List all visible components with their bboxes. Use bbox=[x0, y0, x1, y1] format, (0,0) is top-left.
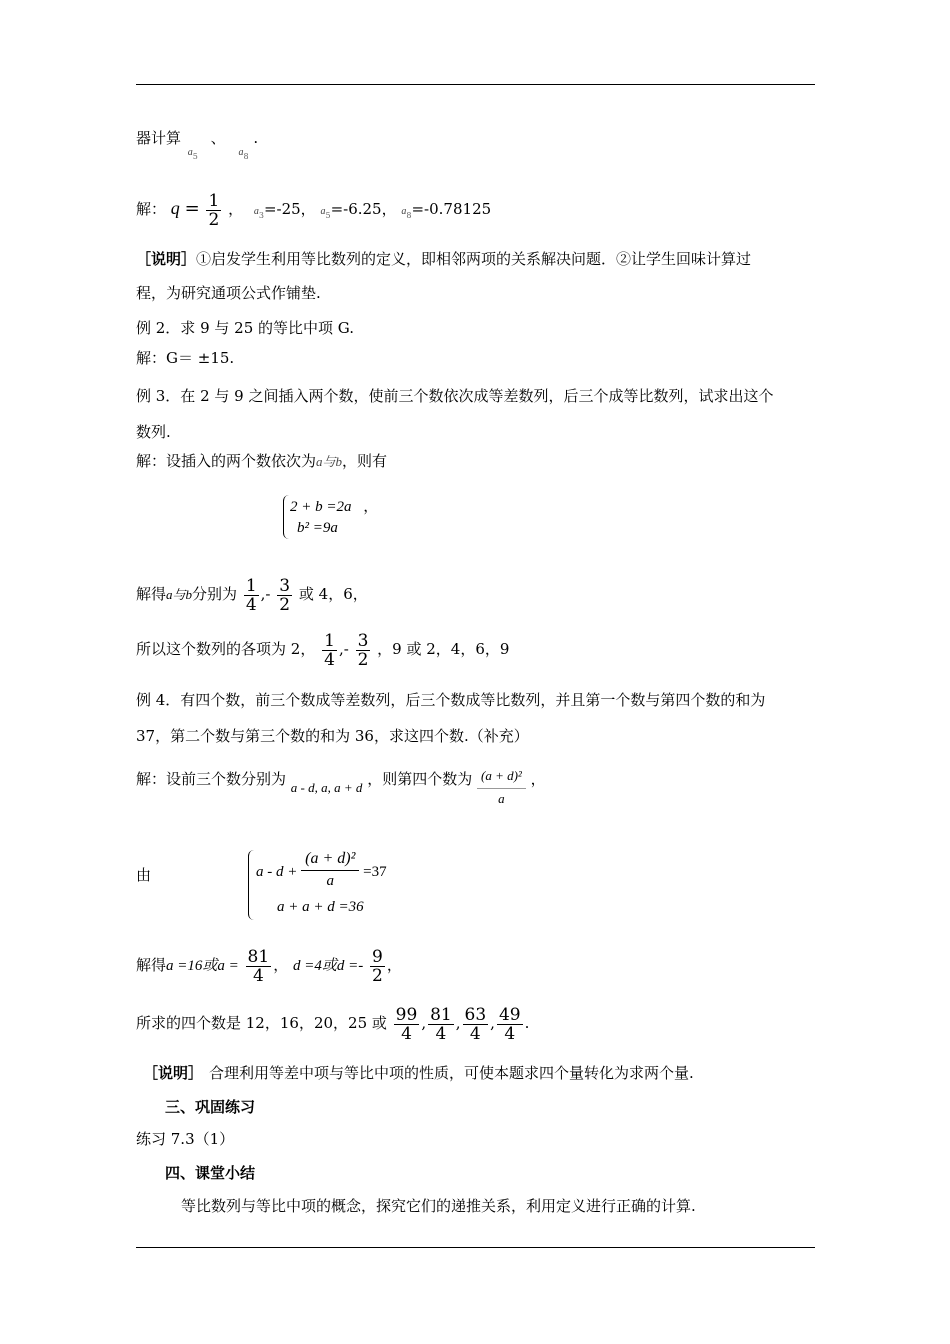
system-2-eq-2: a + a + d =36 bbox=[277, 899, 364, 915]
sequence-fraction-2-den: 2 bbox=[357, 649, 369, 670]
a3-subscript: 3 bbox=[258, 211, 264, 220]
system-brace-2 bbox=[248, 850, 255, 920]
system-comma: ， bbox=[363, 499, 379, 515]
result-mid: 分别为 bbox=[192, 585, 238, 603]
example-4 bbox=[136, 682, 765, 754]
result-fraction-2-den: 2 bbox=[279, 594, 291, 615]
sequence-fraction-2 bbox=[356, 632, 371, 669]
res-mid: ， bbox=[273, 956, 289, 974]
intro-vars: a与b bbox=[316, 454, 343, 469]
result-prefix: 解得 bbox=[136, 585, 167, 603]
a8-subscript: 8 bbox=[243, 152, 249, 161]
example-2-answer: 解：G＝ ±15. bbox=[136, 349, 235, 367]
setup-mid: ，则第四个数为 bbox=[367, 770, 473, 788]
section-3-item: 练习 7.3（1） bbox=[136, 1130, 235, 1148]
sequence-fraction-2-num: 3 bbox=[357, 630, 369, 651]
result-fraction-2-num: 3 bbox=[279, 575, 291, 596]
section-4-title: 四、课堂小结 bbox=[165, 1164, 256, 1182]
sequence-sign: ,- bbox=[338, 640, 349, 658]
res-a: a =16或a = bbox=[166, 958, 239, 974]
result-fraction-1-den: 4 bbox=[245, 594, 257, 615]
example-3-sequence bbox=[136, 627, 509, 671]
separator: 、 bbox=[210, 129, 226, 147]
example-2-question: 例 2．求 9 与 25 的等比中项 G. bbox=[136, 319, 354, 337]
period: . bbox=[253, 129, 259, 147]
final-fraction-den: 4 bbox=[469, 1023, 481, 1044]
final-fraction-num: 99 bbox=[395, 1004, 418, 1025]
solution-prefix: 解： bbox=[136, 200, 167, 218]
system-brace bbox=[283, 495, 290, 539]
res-d-fraction bbox=[370, 948, 385, 985]
a3-value: =-25， bbox=[263, 200, 316, 218]
note-line-2: 程，为研究通项公式作铺垫. bbox=[136, 284, 321, 302]
a8-symbol: a bbox=[401, 206, 407, 217]
sequence-fraction-1 bbox=[322, 632, 337, 669]
a5-subscript: 5 bbox=[192, 152, 198, 161]
setup-end: ， bbox=[530, 770, 546, 788]
res-a-num: 81 bbox=[247, 946, 270, 967]
eq-1-right: =37 bbox=[363, 864, 387, 880]
solution-1 bbox=[136, 186, 491, 238]
equals: = bbox=[184, 198, 200, 219]
system-eq-2: b² =9a bbox=[297, 520, 338, 536]
note-1 bbox=[136, 242, 751, 310]
setup-prefix: 解：设前三个数分别为 bbox=[136, 770, 287, 788]
a8-subscript: 8 bbox=[406, 211, 412, 220]
res-prefix: 解得 bbox=[136, 956, 167, 974]
final-fraction-den: 4 bbox=[504, 1023, 516, 1044]
by-label: 由 bbox=[136, 866, 152, 884]
a8-value: =-0.78125 bbox=[411, 200, 492, 218]
section-3-title: 三、巩固练习 bbox=[165, 1098, 256, 1116]
example-4-result bbox=[136, 943, 402, 988]
fourth-numerator: (a + d)² bbox=[477, 766, 526, 789]
sequence-prefix: 所以这个数列的各项为 2， bbox=[136, 640, 316, 658]
q-numerator: 1 bbox=[208, 190, 220, 211]
example-4-setup bbox=[136, 768, 546, 811]
fourth-denominator: a bbox=[498, 791, 505, 806]
result-fraction-2 bbox=[277, 577, 292, 614]
result-sign: ,- bbox=[260, 585, 271, 603]
eq-1-fraction-den: a bbox=[326, 873, 334, 889]
footer-rule bbox=[136, 1247, 815, 1248]
res-end: ， bbox=[386, 956, 402, 974]
final-prefix: 所求的四个数是 12，16，20，25 或 bbox=[136, 1014, 387, 1032]
sequence-fraction-1-den: 4 bbox=[324, 649, 335, 670]
final-fraction bbox=[428, 1006, 454, 1043]
res-a-fraction bbox=[246, 948, 272, 985]
system-eq-1-text: 2 + b =2a bbox=[290, 499, 352, 515]
final-fraction-den: 4 bbox=[435, 1023, 447, 1044]
res-d-num: 9 bbox=[372, 946, 383, 967]
sequence-suffix: ，9 或 2，4，6，9 bbox=[377, 640, 510, 658]
example-3-line-1: 例 3．在 2 与 9 之间插入两个数，使前三个数依次成等差数列，后三个成等比数列，试求出这个 bbox=[136, 387, 774, 405]
note-2 bbox=[143, 1062, 694, 1084]
example-4-line-2: 37，第二个数与第三个数的和为 36，求这四个数.（补充） bbox=[136, 727, 529, 745]
note-2-text: 合理利用等差中项与等比中项的性质，可使本题求四个量转化为求两个量. bbox=[209, 1064, 694, 1082]
result-vars: a与b bbox=[166, 587, 193, 602]
note-line-1: ①启发学生利用等比数列的定义，即相邻两项的关系解决问题．②让学生回味计算过 bbox=[196, 250, 752, 268]
example-3 bbox=[136, 378, 773, 450]
system-2-eq-1 bbox=[256, 848, 387, 891]
res-a-den: 4 bbox=[252, 965, 264, 986]
result-fraction-1-num: 1 bbox=[245, 575, 257, 596]
a5-subscript: 5 bbox=[325, 211, 331, 220]
eq-1-left: a - d + bbox=[256, 864, 298, 880]
system-eq-1 bbox=[290, 495, 378, 516]
calc-line bbox=[136, 127, 259, 161]
final-end: . bbox=[524, 1014, 530, 1032]
result-suffix: 或 4，6， bbox=[298, 585, 368, 603]
example-4-line-1: 例 4．有四个数，前三个数成等差数列，后三个数成等比数列，并且第一个数与第四个数的和为 bbox=[136, 691, 766, 709]
header-rule bbox=[136, 84, 815, 85]
final-fraction-den: 4 bbox=[401, 1023, 412, 1044]
example-2 bbox=[136, 313, 354, 373]
q-symbol: q bbox=[170, 198, 180, 218]
setup-vars: a - d, a, a + d bbox=[290, 780, 363, 795]
q-denominator: 2 bbox=[208, 209, 220, 230]
result-fraction-1 bbox=[244, 577, 259, 614]
final-fraction-num: 63 bbox=[464, 1004, 487, 1025]
note-2-tag: ［说明］ bbox=[143, 1064, 204, 1082]
intro-suffix: ，则有 bbox=[342, 452, 388, 470]
final-fraction-num: 81 bbox=[430, 1004, 452, 1025]
final-fraction-num: 49 bbox=[498, 1004, 521, 1025]
example-3-solution-intro bbox=[136, 450, 387, 473]
a5-symbol: a bbox=[320, 206, 326, 217]
comma: ， bbox=[228, 200, 244, 218]
final-fraction bbox=[394, 1006, 420, 1043]
a5-symbol: a bbox=[187, 147, 193, 158]
a3-symbol: a bbox=[253, 206, 259, 217]
calc-text: 器计算 bbox=[136, 129, 182, 147]
final-fraction bbox=[497, 1006, 523, 1043]
example-3-result bbox=[136, 572, 368, 617]
section-4-text: 等比数列与等比中项的概念，探究它们的递推关系，利用定义进行正确的计算. bbox=[181, 1197, 696, 1215]
sequence-fraction-1-num: 1 bbox=[324, 630, 335, 651]
intro-prefix: 解：设插入的两个数依次为 bbox=[136, 452, 317, 470]
q-fraction bbox=[206, 192, 221, 229]
example-3-line-2: 数列. bbox=[136, 423, 171, 441]
a5-value: =-6.25， bbox=[330, 200, 397, 218]
res-d: d =4或d =- bbox=[292, 958, 364, 974]
final-fraction bbox=[463, 1006, 489, 1043]
note-tag: ［说明］ bbox=[136, 250, 197, 268]
example-4-final: 所求的四个数是 12，16，20，25 或 $\frac{99}{4}$ , $\frac{81}{4}$ , $\frac{63}{4}$ , $\frac{49}{4}$ . bbox=[136, 1004, 530, 1044]
res-d-den: 2 bbox=[372, 965, 383, 986]
eq-1-fraction-num: (a + d)² bbox=[301, 848, 359, 871]
a8-symbol: a bbox=[238, 147, 244, 158]
